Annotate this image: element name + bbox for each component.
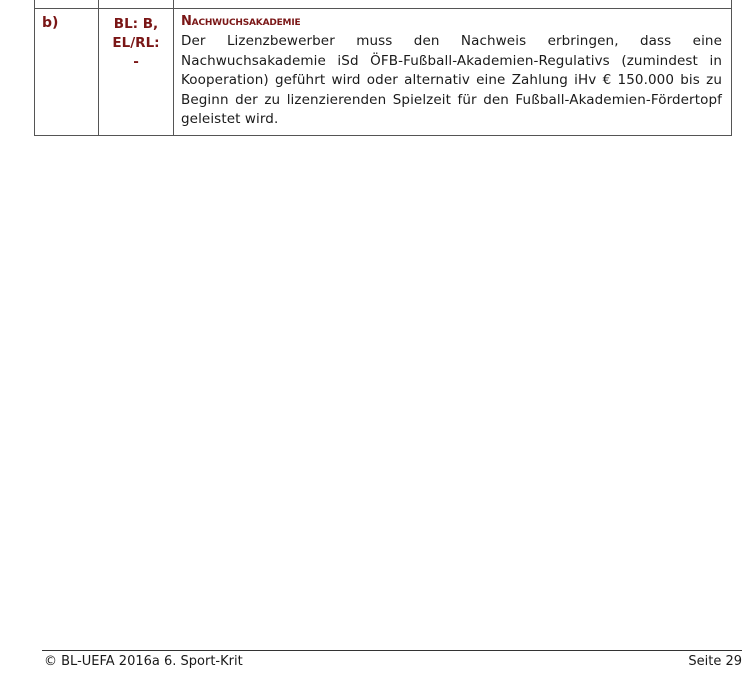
category-cell [99, 9, 174, 136]
footer-divider [42, 650, 742, 651]
item-cell [35, 9, 99, 136]
item-label: b) [42, 15, 59, 31]
content-cell [174, 9, 732, 136]
criterion-row [35, 9, 732, 136]
previous-row-remainder [35, 0, 732, 9]
criteria-table [34, 0, 732, 136]
footer-document-reference: © BL-UEFA 2016a 6. Sport-Krit [44, 654, 243, 669]
criterion-heading: Nachwuchsakademie [181, 14, 301, 29]
footer-page-number: Seite 29 [688, 654, 742, 669]
criterion-text: Der Lizenzbewerber muss den Nachweis erbringen, dass eine Nachwuchsakademie iSd ÖFB-Fußball-Akademien-Regulativs (zumindest in Kooperation) geführt wird oder alternativ eine Zahlung iHv € 150.000 bis zu Beginn der zu lizenzierenden Spielzeit für den Fußball-Akademien-Fördertopf geleistet wird. [181, 33, 722, 127]
category-label: BL: B, EL/RL: - [112, 16, 160, 70]
